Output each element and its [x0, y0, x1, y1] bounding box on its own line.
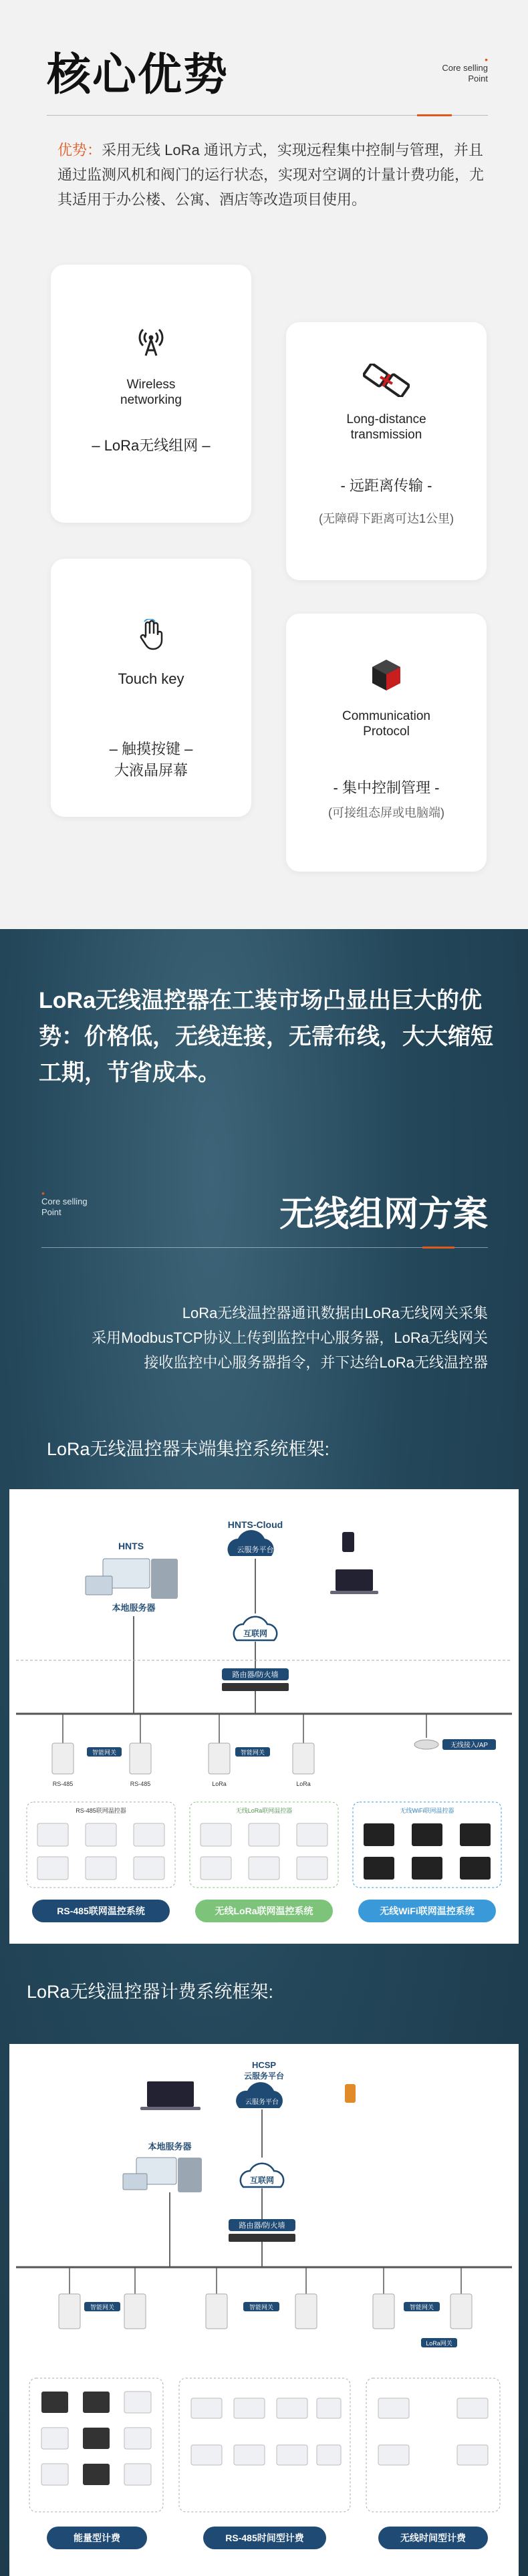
svg-text:无线WiFi联网温控系统: 无线WiFi联网温控系统: [380, 1906, 475, 1916]
router-device-icon: [229, 2234, 295, 2242]
local-server-label: 本地服务器: [112, 1603, 156, 1613]
svg-text:无线时间型计费: 无线时间型计费: [400, 2533, 466, 2543]
divider: [47, 115, 488, 116]
control-system-diagram-svg: [9, 1489, 519, 1944]
svg-text:智能网关: 智能网关: [409, 2304, 434, 2311]
satellite-icon: [363, 364, 410, 397]
svg-text:无线LoRa联网温控器: 无线LoRa联网温控器: [235, 1807, 293, 1814]
svg-text:RS-485: RS-485: [52, 1781, 74, 1787]
control-system-diagram: [9, 1489, 519, 1944]
svg-text:云服务平台: 云服务平台: [237, 1546, 274, 1554]
svg-text:云服务平台: 云服务平台: [245, 2099, 279, 2106]
touch-hand-icon: [138, 619, 164, 651]
intro-text: [57, 138, 485, 212]
divider: [41, 1247, 488, 1248]
phone-icon: [342, 1532, 354, 1552]
internet-label: 互联网: [249, 2176, 275, 2185]
svg-text:智能网关: 智能网关: [90, 2304, 115, 2311]
gateway-device-icon: [293, 1743, 314, 1774]
section-title: 无线组网方案: [279, 1195, 488, 1234]
local-server-label: 本地服务器: [148, 2142, 192, 2152]
gateway-device-icon: [206, 2294, 227, 2329]
hnts-label: HNTS: [118, 1541, 144, 1551]
cloud-title: HCSP: [251, 2060, 277, 2070]
svg-text:路由器/防火墙: 路由器/防火墙: [239, 2222, 285, 2230]
svg-text:智能网关: 智能网关: [249, 2304, 274, 2311]
laptop-icon: [123, 2174, 147, 2190]
gateway-device-icon: [124, 2294, 146, 2329]
energy-meter-icons: [41, 2392, 151, 2485]
solution-description: LoRa无线温控器通讯数据由LoRa无线网关采集 采用ModbusTCP协议上传到监控中心服务器，LoRa无线网关 接收监控中心服务器指令，并下达给LoRa无线温控器: [92, 1305, 488, 1371]
feature-card-protocol: Communication Protocol - 集中控制管理 - (可接组态屏或电脑端): [286, 614, 487, 872]
svg-text:无线WiFi联网温控器: 无线WiFi联网温控器: [400, 1807, 454, 1814]
gateway-device-icon: [130, 1743, 151, 1774]
svg-text:RS-485时间型计费: RS-485时间型计费: [225, 2533, 304, 2543]
svg-text:无线接入/AP: 无线接入/AP: [450, 1742, 489, 1749]
svg-text:无线LoRa联网温控系统: 无线LoRa联网温控系统: [215, 1906, 313, 1916]
section-title: 核心优势: [47, 49, 229, 99]
dot-icon: •: [485, 54, 488, 65]
svg-text:能量型计费: 能量型计费: [74, 2533, 120, 2543]
svg-text:智能网关: 智能网关: [92, 1749, 117, 1756]
svg-text:LoRa: LoRa: [296, 1781, 311, 1787]
cloud-subtitle: 云服务平台: [243, 2071, 285, 2081]
wireless-icon: [136, 326, 166, 357]
svg-text:路由器/防火墙: 路由器/防火墙: [232, 1671, 279, 1679]
wifi-ap-icon: [414, 1740, 438, 1749]
svg-text:RS-485联网温控系统: RS-485联网温控系统: [57, 1906, 145, 1916]
phone-icon: [345, 2084, 356, 2103]
svg-text:LoRa网关: LoRa网关: [426, 2340, 452, 2347]
diagram2-caption: LoRa无线温控器计费系统框架:: [27, 1982, 274, 2002]
corner-label: • Core selling Point: [442, 54, 488, 84]
cube-icon: [370, 658, 403, 692]
server-tower-icon: [178, 2158, 202, 2192]
billing-system-diagram-svg: [9, 2044, 519, 2576]
gateway-device-icon: [295, 2294, 317, 2329]
gateway-device-icon: [373, 2294, 394, 2329]
svg-text:智能网关: 智能网关: [240, 1749, 265, 1756]
wireless-solution-section: [0, 929, 528, 2576]
corner-label: • Core selling Point: [41, 1188, 88, 1217]
gateway-device-icon: [59, 2294, 80, 2329]
feature-card-touch-key: Touch key – 触摸按键 – 大液晶屏幕: [51, 559, 251, 817]
gateway-device-icon: [209, 1743, 230, 1774]
gateway-device-icon: [52, 1743, 74, 1774]
svg-text:RS-485联网温控器: RS-485联网温控器: [76, 1807, 126, 1814]
billing-system-diagram: [9, 2044, 519, 2576]
intro-body: 采用无线 LoRa 通讯方式，实现远程集中控制与管理，并且通过监测风机和阀门的运行状态，实现对空调的计量计费功能，尤其适用于办公楼、公寓、酒店等改造项目使用。: [57, 142, 485, 208]
diagram1-caption: LoRa无线温控器末端集控系统框架:: [47, 1439, 330, 1459]
gateway-device-icon: [450, 2294, 472, 2329]
router-device-icon: [222, 1683, 289, 1691]
svg-text:RS-485: RS-485: [130, 1781, 151, 1787]
dot-icon: •: [41, 1188, 45, 1198]
laptop-icon: [147, 2081, 194, 2107]
laptop-icon: [86, 1576, 112, 1595]
feature-card-wireless: Wireless networking – LoRa无线组网 –: [51, 265, 251, 523]
internet-label: 互联网: [243, 1629, 268, 1638]
feature-card-long-distance: Long-distance transmission - 远距离传输 - (无障碍下距离可达1公里): [286, 322, 487, 580]
svg-text:LoRa: LoRa: [212, 1781, 227, 1787]
server-tower-icon: [151, 1559, 178, 1599]
core-advantages-section: [0, 0, 528, 929]
laptop-icon: [336, 1569, 373, 1591]
headline: LoRa无线温控器在工装市场凸显出巨大的优势：价格低，无线连接，无需布线，大大缩短工期，节省成本。: [39, 988, 493, 1085]
cloud-title: HNTS-Cloud: [227, 1519, 283, 1530]
intro-highlight: 优势：: [57, 142, 102, 158]
